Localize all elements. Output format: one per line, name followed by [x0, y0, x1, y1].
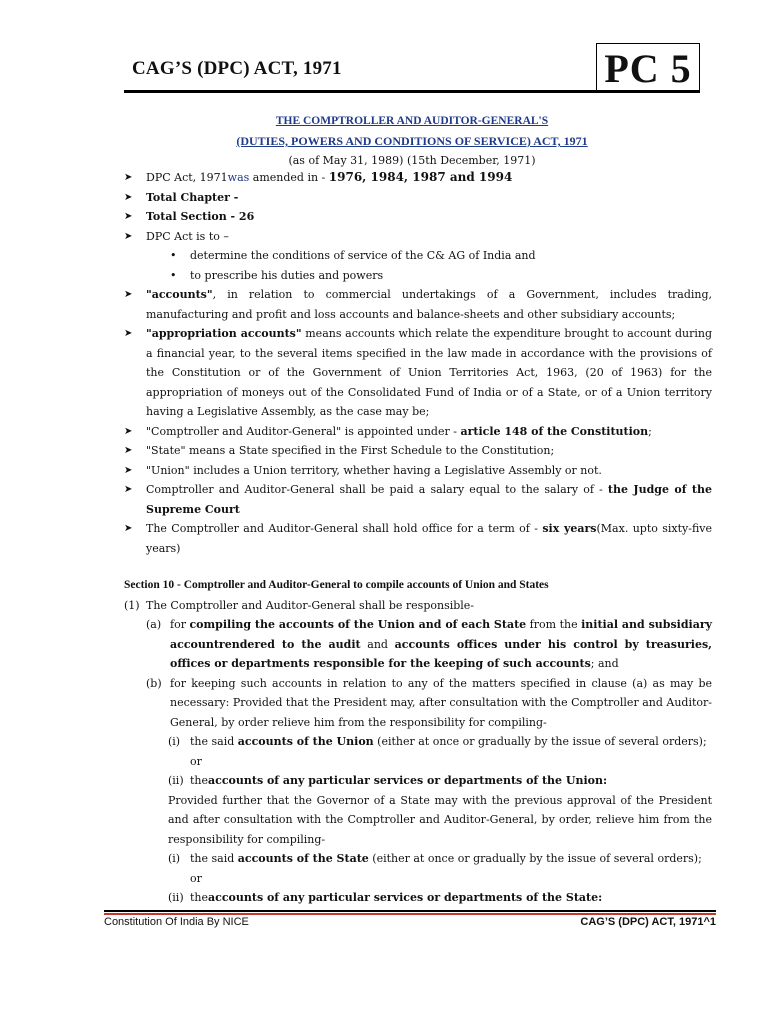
footer-rule-red — [104, 913, 716, 915]
footer-right-text: CAG’S (DPC) ACT, 1971^1 — [580, 916, 716, 928]
section10-union-item-i: (i) the said accounts of the Union (either at once or gradually by the issue of several orders); or — [168, 735, 707, 768]
arrow-bullet-icon: ➤ — [124, 191, 133, 203]
arrow-bullet-icon: ➤ — [124, 484, 133, 495]
section10-union-item-ii: (ii) theaccounts of any particular services or departments of the Union: — [168, 774, 608, 787]
arrow-bullet-icon: ➤ — [124, 211, 133, 222]
header-title: CAG’S (DPC) ACT, 1971 — [132, 58, 342, 79]
section10-state-item-i: (i) the said accounts of the State (either at once or gradually by the issue of several orders); or — [168, 852, 702, 885]
bullet-appropriation-accounts: ➤ "appropriation accounts" means accounts which relate the expenditure brought to account during a financial year, to the several items specified in the law made in accordance with the provisions of the Constitution or of the Government of Union Territories Act, 1963, (20 of 1963) for the appropriation of moneys out of the Consolidated Fund of India or of a State, or of a Union territory having a Legislative Assembly, as the case may be; — [124, 324, 712, 422]
section10-heading: Section 10 - Comptroller and Auditor-General to compile accounts of Union and States — [124, 579, 549, 591]
arrow-bullet-icon: ➤ — [124, 464, 133, 476]
bullet-dpc-act-is-to: ➤ DPC Act is to – — [124, 227, 712, 247]
section10-state-item-ii: (ii) theaccounts of any particular services or departments of the State: — [168, 891, 603, 904]
bullet-cag-appointed: ➤ "Comptroller and Auditor-General" is appointed under - article 148 of the Constitution; — [124, 422, 712, 442]
document-body — [124, 168, 712, 908]
arrow-bullet-icon: ➤ — [124, 445, 133, 456]
arrow-bullet-icon: ➤ — [124, 172, 133, 183]
document-title-block — [124, 111, 700, 170]
bullet-term: ➤ The Comptroller and Auditor-General shall hold office for a term of - six years(Max. upto sixty-five years) — [124, 519, 712, 558]
arrow-bullet-icon: ➤ — [124, 523, 133, 534]
as-of-date: (as of May 31, 1989) (15th December, 1971) — [288, 154, 536, 167]
bullet-amended: ➤ DPC Act, 1971was amended in - 1976, 1984, 1987 and 1994 — [124, 168, 712, 188]
spacer — [124, 558, 712, 576]
arrow-bullet-icon: ➤ — [124, 289, 133, 300]
bullet-total-chapter: ➤ Total Chapter - — [124, 188, 712, 208]
arrow-bullet-icon: ➤ — [124, 328, 133, 339]
dot-bullet-icon: • — [170, 249, 177, 262]
arrow-bullet-icon: ➤ — [124, 230, 133, 242]
sub-bullet-prescribe: • to prescribe his duties and powers — [124, 266, 712, 286]
footer-left-text: Constitution Of India By NICE — [104, 916, 249, 928]
bullet-union-definition: ➤ "Union" includes a Union territory, whether having a Legislative Assembly or not. — [124, 461, 712, 481]
arrow-bullet-icon: ➤ — [124, 425, 133, 437]
document-title-line2: (DUTIES, POWERS AND CONDITIONS OF SERVICE) ACT, 1971 — [236, 134, 588, 148]
section10-clause-b: (b) for keeping such accounts in relation to any of the matters specified in clause (a) as may be necessary: Provided that the President may, after consultation with the Comptroller and Auditor-General, by order relieve him from the responsibility for compiling- — [146, 676, 712, 729]
sub-bullet-determine: • determine the conditions of service of the C& AG of India and — [124, 246, 712, 266]
section10-clause-a: (a) for compiling the accounts of the Union and of each State from the initial and subsidiary accountrendered to the audit and accounts offices under his control by treasuries, offices or departments responsible for the keeping of such accounts; and — [146, 618, 713, 670]
header-rule — [124, 90, 700, 93]
bullet-state-definition: ➤ "State" means a State specified in the First Schedule to the Constitution; — [124, 441, 712, 461]
bullet-salary: ➤ Comptroller and Auditor-General shall be paid a salary equal to the salary of - the Judge of the Supreme Court — [124, 480, 712, 519]
bullet-total-section: ➤ Total Section - 26 — [124, 207, 712, 227]
document-title-line1: THE COMPTROLLER AND AUDITOR-GENERAL'S — [275, 115, 549, 127]
page-badge: PC 5 — [596, 43, 700, 93]
bullet-accounts-definition: ➤ "accounts", in relation to commercial undertakings of a Government, includes trading, manufacturing and profit and loss accounts and balance-sheets and other subsidiary accounts; — [124, 285, 712, 324]
section10-proviso-2: Provided further that the Governor of a State may with the previous approval of the President and after consultation with the Comptroller and Auditor-General, by order, relieve him from the responsibility for compiling- — [168, 793, 712, 846]
footer-rule-black — [104, 910, 716, 912]
section10-clause-1: (1) The Comptroller and Auditor-General shall be responsible- — [124, 598, 475, 612]
dot-bullet-icon: • — [170, 268, 177, 282]
